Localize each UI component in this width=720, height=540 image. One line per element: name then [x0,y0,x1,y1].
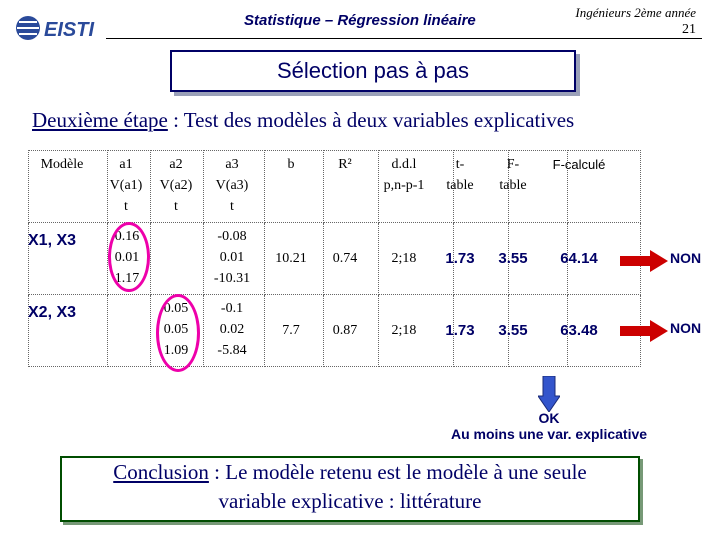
conclusion-text2: variable explicative : littérature [218,489,482,513]
row1-t-table: 1.73 [445,250,475,267]
row2-a3 [204,298,260,361]
header-t-table-line2: table [446,178,474,193]
row2-f-calc: 63.48 [560,322,598,339]
header-f-table [486,154,540,196]
header-f-table-line2: table [499,178,527,193]
ok-note [434,410,664,442]
row2-model: X2, X3 [28,304,77,321]
row2-a2-t: 1.09 [163,343,189,358]
header-ddl-line2: p,n-p-1 [383,178,425,193]
header-a2 [152,154,200,217]
header-a3-var: V(a3) [215,178,249,193]
header-a2-var: V(a2) [159,178,193,193]
header-ddl [370,154,438,196]
logo-text: EISTI [44,19,95,41]
ok-text: Au moins une var. explicative [450,426,648,442]
row1-model: X1, X3 [28,232,77,249]
row2-verdict: NON [670,320,702,336]
row1-a1-var: 0.01 [114,250,140,265]
row1-a3-t: -10.31 [213,271,251,286]
row2-a3-coef: -0.1 [220,301,244,316]
row1-a3 [204,226,260,289]
row1-r2: 0.74 [332,251,358,266]
row1-a3-var: 0.01 [219,250,245,265]
ok-title: OK [538,410,560,426]
row1-ddl: 2;18 [391,251,417,266]
row2-r2: 0.87 [332,323,358,338]
step-label: Deuxième étape [32,108,168,132]
header-t-table [438,154,482,196]
row1-verdict: NON [670,250,702,266]
section-title-box [170,50,576,92]
header-divider [106,38,702,39]
header-a3-coef: a3 [225,157,239,172]
row1-a1-highlight [108,222,150,292]
row2-ddl: 2;18 [391,323,417,338]
row2-arrow-icon [620,320,668,342]
header-a3-t: t [230,199,234,214]
step-heading [32,108,574,133]
conclusion-text1: : Le modèle retenu est le modèle à une seule [208,460,587,484]
header-model: Modèle [40,157,84,172]
header-b: b [287,157,295,172]
row1-a3-coef: -0.08 [217,229,247,244]
eisti-logo [10,8,102,48]
row1-a1-coef: 0.16 [114,229,140,244]
header-a1-var: V(a1) [109,178,143,193]
row1-f-calc: 64.14 [560,250,598,267]
row2-a2-var: 0.05 [163,322,189,337]
conclusion-label: Conclusion [113,460,209,484]
row1-arrow-icon [620,250,668,272]
section-title: Sélection pas à pas [276,58,470,83]
header-course-label: Ingénieurs 2ème année [575,5,696,20]
conclusion-box [60,456,640,522]
header-a2-t: t [174,199,178,214]
header-a1 [108,154,144,217]
down-arrow-icon [538,376,560,412]
step-text: : Test des modèles à deux variables explicatives [167,108,575,132]
row1-f-table: 3.55 [498,250,528,267]
header-f-calc: F-calculé [552,157,606,172]
header-title: Statistique – Régression linéaire [244,12,476,29]
conclusion-line1 [62,458,638,487]
page-number: 21 [682,22,696,37]
header-a1-coef: a1 [119,157,133,172]
row2-a3-var: 0.02 [219,322,245,337]
row2-t-table: 1.73 [445,322,475,339]
row2-a2-coef: 0.05 [163,301,189,316]
row2-a2-highlight [156,294,200,372]
row2-b: 7.7 [282,323,300,338]
row1-a1-t: 1.17 [114,271,140,286]
header-r2: R² [338,157,352,172]
row2-a3-t: -5.84 [217,343,247,358]
header-f-table-line1: F- [506,157,520,172]
header-a3 [204,154,260,217]
row2-f-table: 3.55 [498,322,528,339]
header-t-table-line1: t- [455,157,465,172]
header-a1-t: t [124,199,128,214]
row1-b: 10.21 [275,251,307,266]
header-a2-coef: a2 [169,157,183,172]
header-ddl-line1: d.d.l [391,157,417,172]
